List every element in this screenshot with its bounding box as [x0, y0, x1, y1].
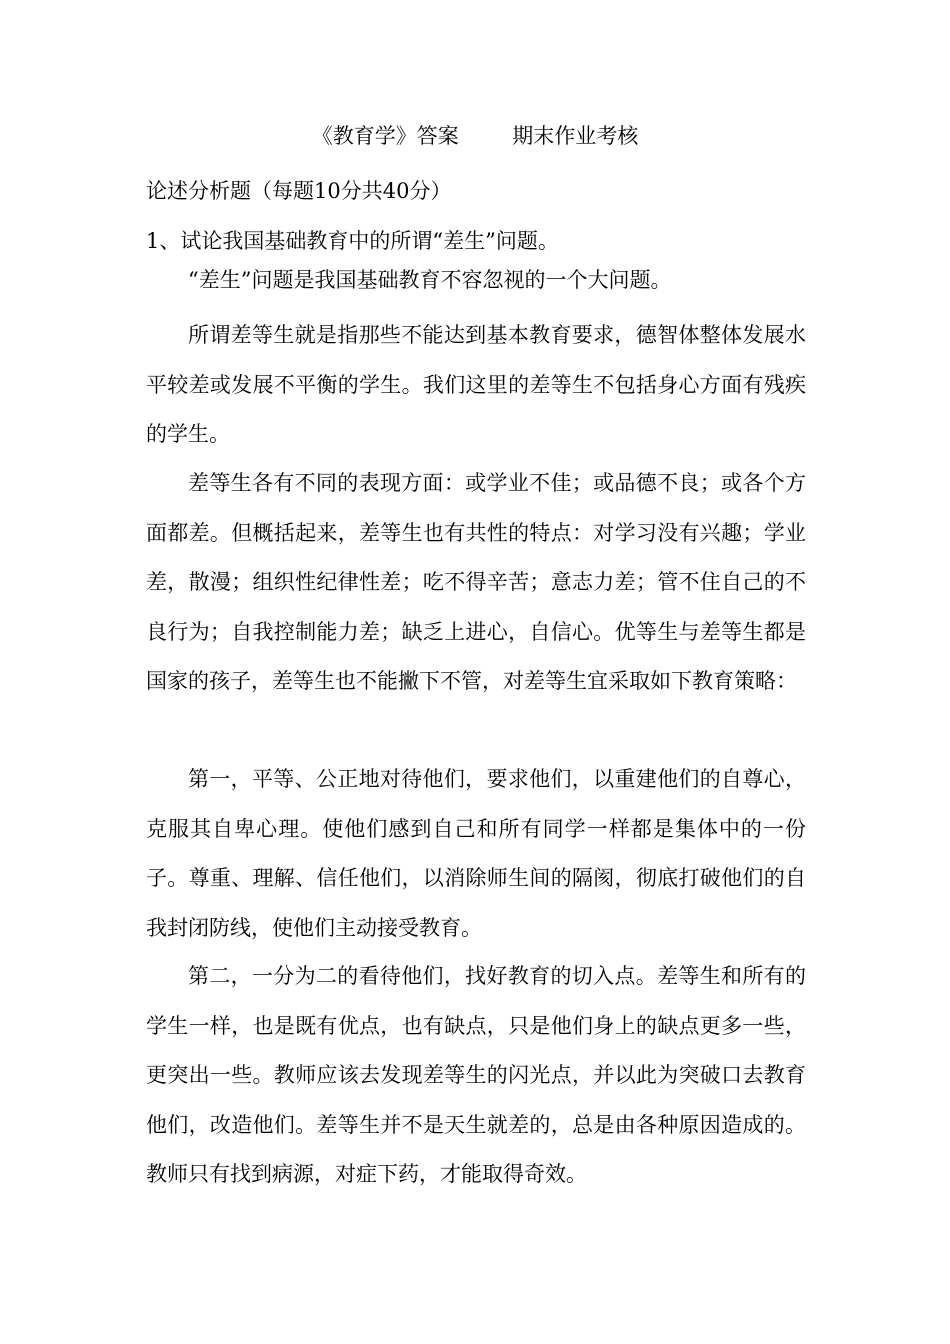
section-heading: 论述分析题（每题10分共40分）	[146, 179, 452, 203]
question-heading: 1、试论我国基础教育中的所谓“差生”问题。	[146, 229, 559, 253]
paragraph-intro: “差生”问题是我国基础教育不容忽视的一个大问题。	[188, 268, 672, 292]
paragraph-characteristics: 差等生各有不同的表现方面：或学业不佳；或品德不良；或各个方面都差。但概括起来，差等生也有共性的特点：对学习没有兴趣；学业差，散漫；组织性纪律性差；吃不得辛苦；意志力差；管不住自己的不良行为；自我控制能力差；缺乏上进心，自信心。优等生与差等生都是国家的孩子，差等生也不能撇下不管，对差等生宜采取如下教育策略：	[146, 471, 806, 693]
paragraph-definition: 所谓差等生就是指那些不能达到基本教育要求，德智体整体发展水平较差或发展不平衡的学生。我们这里的差等生不包括身心方面有残疾的学生。	[146, 323, 806, 446]
paragraph-strategy-one: 第一，平等、公正地对待他们，要求他们，以重建他们的自尊心，克服其自卑心理。使他们感到自己和所有同学一样都是集体中的一份子。尊重、理解、信任他们，以消除师生间的隔阂，彻底打破他们的自我封闭防线，使他们主动接受教育。	[146, 767, 806, 940]
document-title: 《教育学》答案 期末作业考核	[311, 124, 639, 148]
paragraph-strategy-two: 第二，一分为二的看待他们，找好教育的切入点。差等生和所有的学生一样，也是既有优点，也有缺点，只是他们身上的缺点更多一些，更突出一些。教师应该去发现差等生的闪光点，并以此为突破口去教育他们，改造他们。差等生并不是天生就差的，总是由各种原因造成的。教师只有找到病源，对症下药，才能取得奇效。	[146, 964, 806, 1186]
